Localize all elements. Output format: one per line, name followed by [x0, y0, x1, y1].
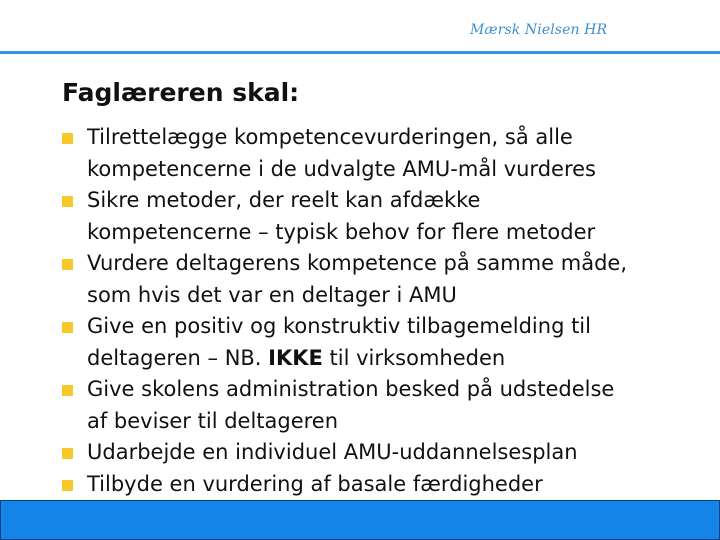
brand-name: Mærsk Nielsen HR: [470, 22, 608, 38]
bullet-square-icon: [62, 385, 73, 396]
bullet-square-icon: [62, 196, 73, 207]
bullet-text-line: Tilbyde en vurdering af basale færdigheder: [87, 471, 543, 496]
bullet-item: [62, 469, 714, 501]
bullet-item: [62, 374, 714, 437]
bullet-text-line: som hvis det var en deltager i AMU: [87, 282, 457, 307]
bullet-item: [62, 185, 714, 248]
header-divider: [0, 51, 720, 54]
bullet-list: [62, 122, 714, 500]
bullet-text-line: kompetencerne – typisk behov for flere metoder: [87, 219, 596, 244]
bullet-text-line: Tilrettelægge kompetencevurderingen, så alle: [87, 125, 573, 149]
bullet-text-line: Give en positiv og konstruktiv tilbagemelding til: [87, 314, 591, 338]
bullet-square-icon: [62, 448, 73, 459]
bullet-square-icon: [62, 133, 73, 144]
bullet-item: [62, 122, 714, 185]
bullet-text-line: Vurdere deltagerens kompetence på samme måde,: [87, 251, 628, 275]
bullet-text-line: kompetencerne i de udvalgte AMU-mål vurderes: [87, 156, 596, 181]
bullet-text-line: Give skolens administration besked på udstedelse: [87, 377, 615, 401]
footer-bar: [0, 500, 720, 540]
bullet-square-icon: [62, 259, 73, 270]
bullet-text-line: af beviser til deltageren: [87, 408, 339, 433]
bullet-item: [62, 437, 714, 469]
bullet-text-line: Udarbejde en individuel AMU-uddannelsesplan: [87, 440, 578, 464]
bullet-text-segment: til virksomheden: [322, 345, 506, 370]
bullet-item: [62, 248, 714, 311]
emphasis-text: IKKE: [268, 345, 323, 370]
bullet-square-icon: [62, 322, 73, 333]
bullet-text-line: Sikre metoder, der reelt kan afdække: [87, 188, 481, 212]
slide-title: Faglæreren skal:: [62, 78, 300, 107]
bullet-item: [62, 311, 714, 374]
bullet-text-line: [87, 343, 714, 375]
bullet-square-icon: [62, 480, 73, 491]
bullet-text-segment: deltageren – NB.: [87, 345, 269, 370]
